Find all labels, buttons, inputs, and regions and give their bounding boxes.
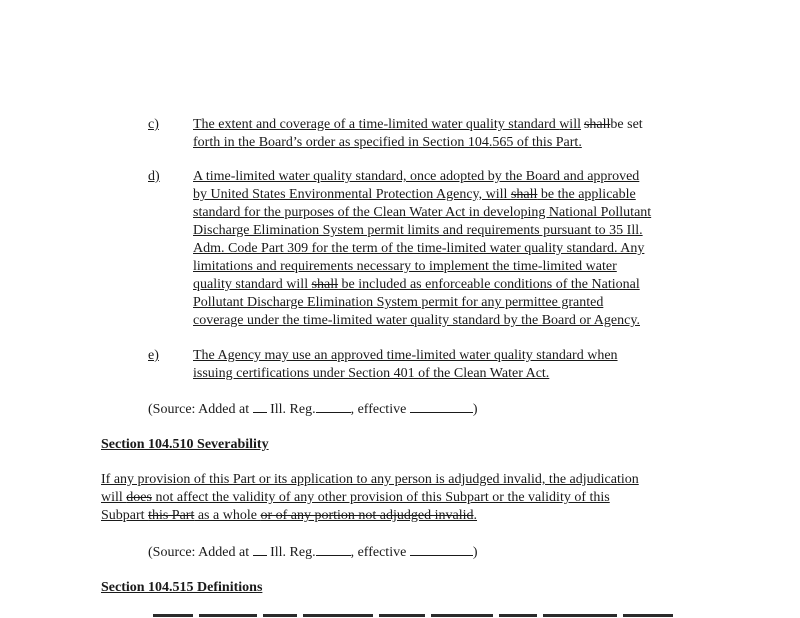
item-label-d: d) [148,169,160,184]
blank-volume [253,543,267,556]
text-fragment [199,614,257,617]
blank-page [316,400,351,413]
severability-line-3: Subpart this Part as a whole or of any portion not adjudged invalid. [101,508,478,523]
text-fragment [379,614,425,617]
item-d-line-8: Pollutant Discharge Elimination System permit for any permittee granted [193,295,604,310]
struck-portion-text: or of any portion not adjudged invalid [260,508,474,523]
source-note-2: (Source: Added at Ill. Reg. , effective ) [148,545,478,560]
item-c-line-2: forth in the Board’s order as specified in Section 104.565 of this Part. [193,135,582,150]
cut-off-text-marks [101,603,701,617]
item-d-line-6: limitations and requirements necessary to implement the time-limited water [193,259,617,274]
text-fragment [543,614,617,617]
severability-line-2: will does not affect the validity of any other provision of this Subpart or the validity of this [101,490,610,505]
text-fragment [623,614,673,617]
item-c-line-1: The extent and coverage of a time-limited water quality standard will shallbe set [193,117,643,132]
item-label-e: e) [148,348,159,363]
item-d-line-5: Adm. Code Part 309 for the term of the time-limited water quality standard. Any [193,241,645,256]
item-d-line-3: standard for the purposes of the Clean Water Act in developing National Pollutant [193,205,652,220]
blank-page [316,543,351,556]
blank-date [410,543,473,556]
item-label-c: c) [148,117,159,132]
item-d-line-4: Discharge Elimination System permit limits and requirements pursuant to 35 Ill. [193,223,643,238]
text-fragment [431,614,493,617]
struck-this-part: this Part [148,508,195,523]
text-fragment [499,614,537,617]
section-heading-severability: Section 104.510 Severability [101,437,269,452]
text-fragment [263,614,297,617]
item-d-line-7: quality standard will shall be included as enforceable conditions of the National [193,277,640,292]
section-heading-definitions: Section 104.515 Definitions [101,580,263,595]
cut-off-text-line [101,603,701,617]
blank-volume [253,400,267,413]
item-e-line-1: The Agency may use an approved time-limited water quality standard when [193,348,618,363]
inserted-will: will [559,117,581,132]
item-d-line-2: by United States Environmental Protection Agency, will shall be the applicable [193,187,636,202]
item-e-line-2: issuing certifications under Section 401 of the Clean Water Act. [193,366,550,381]
struck-shall: shall [311,277,339,292]
text-fragment [303,614,373,617]
source-note-1: (Source: Added at Ill. Reg. , effective ) [148,402,478,417]
text-fragment [153,614,193,617]
severability-line-1: If any provision of this Part or its application to any person is adjudged invalid, the adjudication [101,472,639,487]
struck-shall: shall [510,187,538,202]
blank-date [410,400,473,413]
struck-shall: shall [583,117,611,132]
struck-does: does [126,490,152,505]
item-d-line-9: coverage under the time-limited water quality standard by the Board or Agency. [193,313,640,328]
item-d-line-1: A time-limited water quality standard, once adopted by the Board and approved [193,169,640,184]
